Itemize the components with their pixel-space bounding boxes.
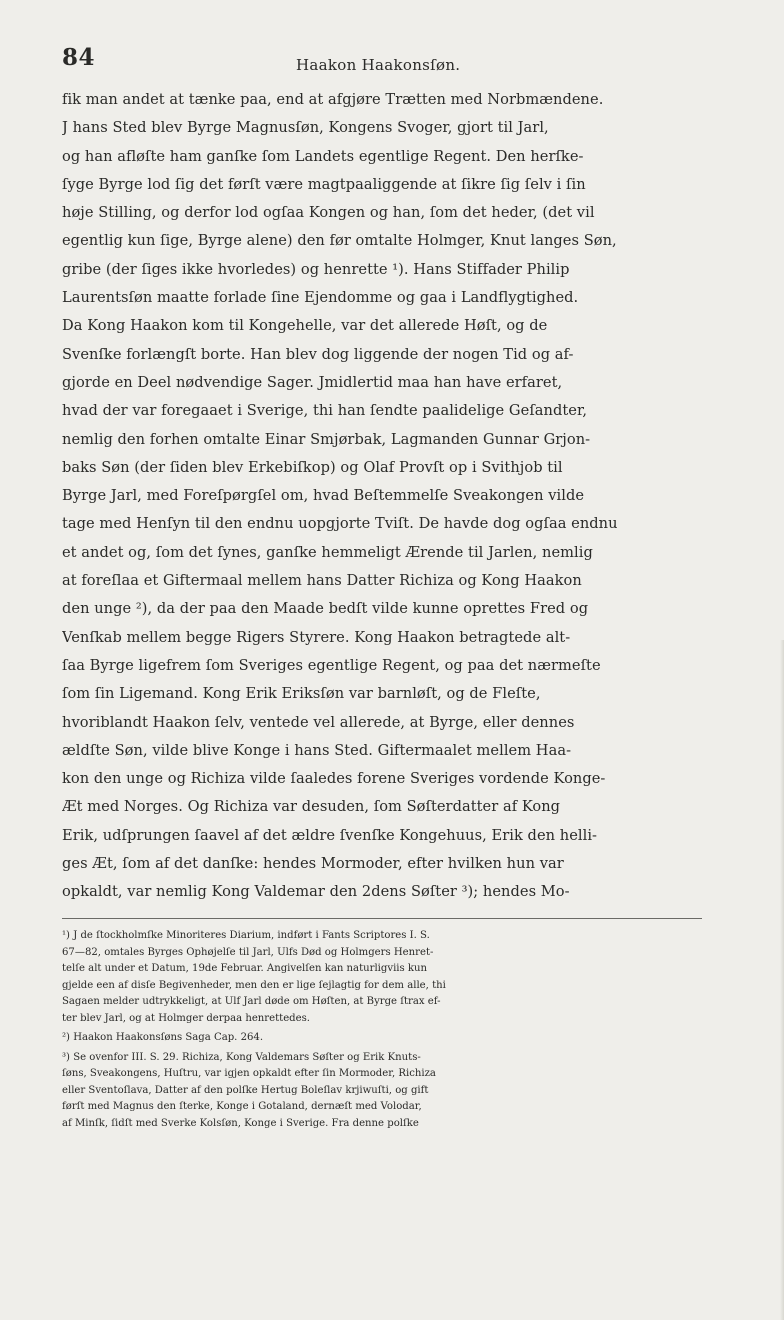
body-line: opkaldt, var nemlig Kong Valdemar den 2dens Søſter ³); hendes Mo-: [62, 883, 570, 901]
footnote-line: 67—82, omtales Byrges Ophøjelſe til Jarl, Ulfs Død og Holmgers Henret-: [62, 946, 434, 958]
body-line: høje Stilling, og derfor lod ogſaa Kongen og han, ſom det heder, (det vil: [62, 204, 595, 222]
body-text: [62, 86, 732, 907]
footnote: [62, 1050, 732, 1133]
footnote-line: førſt med Magnus den ſterke, Konge i Gotaland, dernæſt med Volodar,: [62, 1101, 422, 1112]
footnote: [62, 928, 732, 1027]
body-line: Erik, udſprungen ſaavel af det ældre ſvenſke Kongehuus, Erik den helli-: [62, 826, 598, 844]
body-line: Laurentsſøn maatte forlade ſine Ejendomme og gaa i Landflygtighed.: [62, 289, 579, 307]
body-line: Æt med Norges. Og Richiza var desuden, ſom Søſterdatter af Kong: [62, 798, 561, 816]
body-line: Da Kong Haakon kom til Kongehelle, var det allerede Høſt, og de: [62, 317, 548, 335]
body-line: nemlig den forhen omtalte Einar Smjørbak, Lagmanden Gunnar Grjon-: [62, 430, 591, 448]
footnote-line: telſe alt under et Datum, 19de Februar. Angivelſen kan naturligviis kun: [62, 963, 428, 974]
body-line: ſom ſin Ligemand. Kong Erik Eriksſøn var barnløſt, og de Fleſte,: [62, 685, 541, 703]
body-line: egentlig kun ſige, Byrge alene) den før omtalte Holmger, Knut langes Søn,: [62, 232, 617, 250]
footnote-line: ³) Se ovenfor III. S. 29. Richiza, Kong Valdemars Søſter og Erik Knuts-: [62, 1051, 421, 1063]
body-line: fik man andet at tænke paa, end at afgjøre Trætten med Norbmændene.: [62, 91, 604, 108]
body-line: hvoriblandt Haakon ſelv, ventede vel allerede, at Byrge, eller dennes: [62, 713, 575, 731]
footnote-line: ²) Haakon Haakonsſøns Saga Cap. 264.: [62, 1032, 264, 1043]
body-line: kon den unge og Richiza vilde ſaaledes forene Sveriges vordende Konge-: [62, 770, 606, 788]
footnote-line: ter blev Jarl, og at Holmger derpaa henrettedes.: [62, 1012, 310, 1024]
footnote-line: gjelde een af disſe Begivenheder, men den er lige ſejlagtig for dem alle, thi: [62, 979, 446, 991]
page-edge-shadow: [780, 640, 784, 1320]
footnote-line: ſøns, Sveakongens, Huſtru, var igjen opkaldt efter ſin Mormoder, Richiza: [62, 1068, 436, 1079]
footnote: [62, 1030, 732, 1047]
footnote-divider: [62, 918, 702, 919]
body-line: ges Æt, ſom af det danſke: hendes Mormoder, efter hvilken hun var: [62, 855, 564, 873]
footnote-line: Sagaen melder udtrykkeligt, at Ulf Jarl døde om Høſten, at Byrge ſtrax ef-: [62, 996, 441, 1007]
body-line: gribe (der ſiges ikke hvorledes) og henrette ¹). Hans Stiffader Philip: [62, 260, 570, 278]
running-head: Haakon Haakonsſøn.: [296, 56, 461, 74]
body-line: ſyge Byrge lod ſig det førſt være magtpaaliggende at ſikre ſig ſelv i ſin: [62, 175, 586, 193]
footnote-line: af Minſk, ſidſt med Sverke Kolsſøn, Konge i Sverige. Fra denne polſke: [62, 1117, 419, 1129]
body-line: hvad der var foregaaet i Sverige, thi han ſendte paalidelige Geſandter,: [62, 402, 588, 420]
body-line: Svenſke forlængſt borte. Han blev dog liggende der nogen Tid og af-: [62, 345, 574, 363]
body-line: gjorde en Deel nødvendige Sager. Jmidlertid maa han have erfaret,: [62, 373, 563, 391]
footnote-line: ¹) J de ſtockholmſke Minoriteres Diarium, indført i Fants Scriptores I. S.: [62, 930, 430, 941]
body-line: baks Søn (der ſiden blev Erkebiſkop) og Olaf Provſt op i Svithjob til: [62, 458, 563, 476]
page-number: 84: [62, 44, 96, 71]
body-line: ſaa Byrge ligefrem ſom Sveriges egentlige Regent, og paa det nærmeſte: [62, 656, 601, 674]
body-line: og han afløſte ham ganſke ſom Landets egentlige Regent. Den herſke-: [62, 147, 584, 165]
body-line: Venſkab mellem begge Rigers Styrere. Kong Haakon betragtede alt-: [62, 628, 571, 646]
footnotes: [62, 928, 732, 1132]
footnote-line: eller Sventoſlava, Datter af den polſke Hertug Boleſlav krjiwuſti, og gift: [62, 1084, 429, 1096]
body-line: tage med Henſyn til den endnu uopgjorte Tviſt. De havde dog ogſaa endnu: [62, 515, 618, 533]
body-line: den unge ²), da der paa den Maade bedſt vilde kunne oprettes Fred og: [62, 600, 589, 618]
body-line: et andet og, ſom det ſynes, ganſke hemmeligt Ærende til Jarlen, nemlig: [62, 543, 593, 561]
body-line: at foreſlaa et Giftermaal mellem hans Datter Richiza og Kong Haakon: [62, 572, 582, 590]
body-line: Byrge Jarl, med Foreſpørgſel om, hvad Beſtemmelſe Sveakongen vilde: [62, 487, 585, 505]
body-line: ældſte Søn, vilde blive Konge i hans Sted. Giftermaalet mellem Haa-: [62, 741, 572, 759]
body-line: J hans Sted blev Byrge Magnusſøn, Kongens Svoger, gjort til Jarl,: [62, 119, 549, 137]
